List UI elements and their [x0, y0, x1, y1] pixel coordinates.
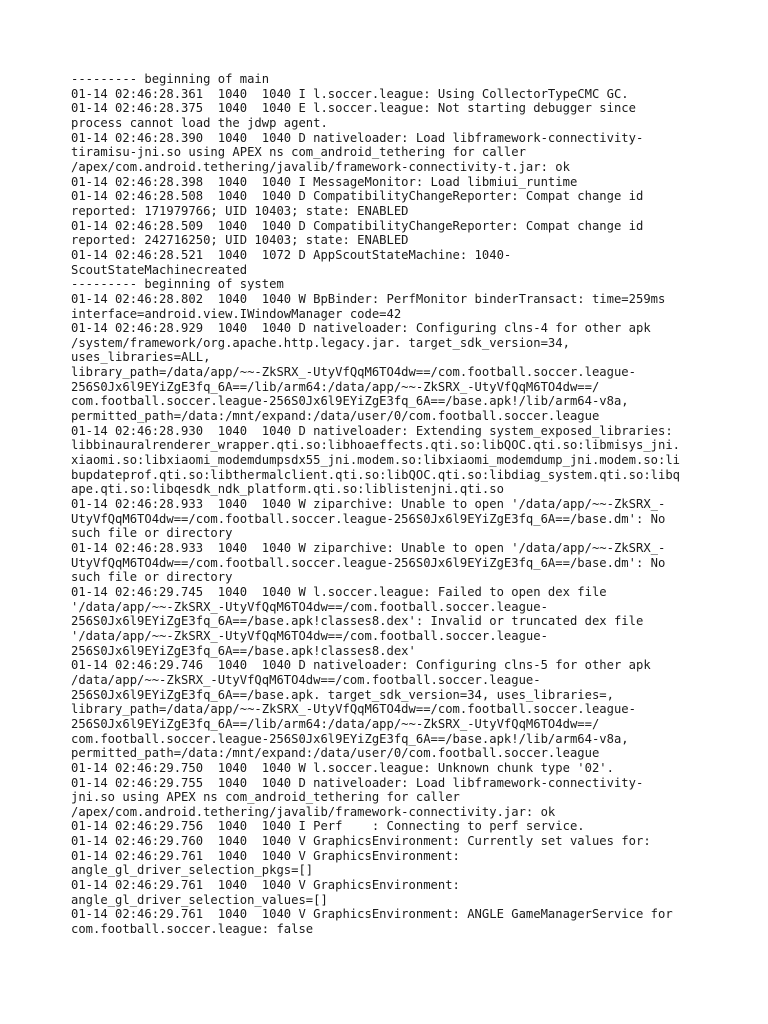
- log-line: 256S0Jx6l9EYiZgE3fq_6A==/base.apk. target_sdk_version=34, uses_libraries=,: [71, 687, 614, 702]
- log-line: jni.so using APEX ns com_android_tethering for caller: [71, 790, 460, 805]
- log-line: 01-14 02:46:29.746 1040 1040 D nativeloader: Configuring clns-5 for other apk: [71, 658, 651, 673]
- log-line: 01-14 02:46:29.756 1040 1040 I Perf : Connecting to perf service.: [71, 819, 585, 834]
- log-line: 01-14 02:46:29.750 1040 1040 W l.soccer.league: Unknown chunk type '02'.: [71, 760, 614, 775]
- log-line: UtyVfQqM6TO4dw==/com.football.soccer.league-256S0Jx6l9EYiZgE3fq_6A==/base.dm': No: [71, 511, 666, 526]
- log-line: '/data/app/~~-ZkSRX_-UtyVfQqM6TO4dw==/com.football.soccer.league-: [71, 599, 548, 614]
- log-line: 01-14 02:46:28.509 1040 1040 D CompatibilityChangeReporter: Compat change id: [71, 218, 644, 233]
- log-line: xiaomi.so:libxiaomi_modemdumpsdx55_jni.modem.so:libxiaomi_modemdump_jni.modem.so:li: [71, 453, 681, 468]
- log-line: 01-14 02:46:29.761 1040 1040 V GraphicsEnvironment:: [71, 848, 460, 863]
- log-line: 01-14 02:46:29.755 1040 1040 D nativeloader: Load libframework-connectivity-: [71, 775, 644, 790]
- log-line: 01-14 02:46:29.745 1040 1040 W l.soccer.league: Failed to open dex file: [71, 584, 607, 599]
- log-line: bupdateprof.qti.so:libthermalclient.qti.so:libQOC.qti.so:libdiag_system.qti.so:libq: [71, 467, 681, 482]
- log-line: --------- beginning of system: [71, 277, 284, 292]
- log-line: --------- beginning of main: [71, 72, 270, 86]
- log-line: 01-14 02:46:28.398 1040 1040 I MessageMonitor: Load libmiui_runtime: [71, 174, 578, 189]
- log-line: angle_gl_driver_selection_values=[]: [71, 892, 328, 907]
- log-line: reported: 242716250; UID 10403; state: ENABLED: [71, 233, 409, 248]
- log-line: library_path=/data/app/~~-ZkSRX_-UtyVfQqM6TO4dw==/com.football.soccer.league-: [71, 365, 636, 380]
- log-line: com.football.soccer.league: false: [71, 922, 314, 937]
- log-line: 01-14 02:46:29.761 1040 1040 V GraphicsEnvironment: ANGLE GameManagerService for: [71, 907, 673, 922]
- log-line: 256S0Jx6l9EYiZgE3fq_6A==/base.apk!classes8.dex': [71, 643, 416, 658]
- log-line: interface=android.view.IWindowManager code=42: [71, 306, 402, 321]
- log-text: [71, 72, 711, 937]
- log-line: reported: 171979766; UID 10403; state: ENABLED: [71, 203, 409, 218]
- log-line: com.football.soccer.league-256S0Jx6l9EYiZgE3fq_6A==/base.apk!/lib/arm64-v8a,: [71, 731, 629, 746]
- log-line: 01-14 02:46:28.933 1040 1040 W ziparchive: Unable to open '/data/app/~~-ZkSRX_-: [71, 497, 666, 512]
- log-line: /apex/com.android.tethering/javalib/framework-connectivity.jar: ok: [71, 804, 556, 819]
- log-line: 01-14 02:46:28.521 1040 1072 D AppScoutStateMachine: 1040-: [71, 247, 512, 262]
- log-line: tiramisu-jni.so using APEX ns com_android_tethering for caller: [71, 145, 526, 160]
- log-line: 01-14 02:46:28.930 1040 1040 D nativeloader: Extending system_exposed_libraries:: [71, 423, 673, 438]
- log-line: 256S0Jx6l9EYiZgE3fq_6A==/lib/arm64:/data/app/~~-ZkSRX_-UtyVfQqM6TO4dw==/: [71, 716, 600, 731]
- log-line: com.football.soccer.league-256S0Jx6l9EYiZgE3fq_6A==/base.apk!/lib/arm64-v8a,: [71, 394, 629, 409]
- log-line: such file or directory: [71, 570, 233, 585]
- log-line: /data/app/~~-ZkSRX_-UtyVfQqM6TO4dw==/com.football.soccer.league-: [71, 672, 541, 687]
- log-line: 01-14 02:46:28.361 1040 1040 I l.soccer.league: Using CollectorTypeCMC GC.: [71, 86, 629, 101]
- log-line: '/data/app/~~-ZkSRX_-UtyVfQqM6TO4dw==/com.football.soccer.league-: [71, 628, 548, 643]
- log-line: process cannot load the jdwp agent.: [71, 115, 328, 130]
- log-line: 256S0Jx6l9EYiZgE3fq_6A==/lib/arm64:/data/app/~~-ZkSRX_-UtyVfQqM6TO4dw==/: [71, 379, 600, 394]
- log-line: such file or directory: [71, 526, 233, 541]
- log-line: permitted_path=/data:/mnt/expand:/data/user/0/com.football.soccer.league: [71, 409, 600, 424]
- log-line: ape.qti.so:libqesdk_ndk_platform.qti.so:liblistenjni.qti.so: [71, 482, 504, 497]
- log-line: 01-14 02:46:29.760 1040 1040 V GraphicsEnvironment: Currently set values for:: [71, 834, 651, 849]
- log-line: /system/framework/org.apache.http.legacy.jar. target_sdk_version=34,: [71, 335, 570, 350]
- log-line: permitted_path=/data:/mnt/expand:/data/user/0/com.football.soccer.league: [71, 746, 600, 761]
- log-line: 01-14 02:46:28.508 1040 1040 D CompatibilityChangeReporter: Compat change id: [71, 189, 644, 204]
- log-line: UtyVfQqM6TO4dw==/com.football.soccer.league-256S0Jx6l9EYiZgE3fq_6A==/base.dm': No: [71, 555, 666, 570]
- log-line: /apex/com.android.tethering/javalib/framework-connectivity-t.jar: ok: [71, 159, 570, 174]
- log-line: 256S0Jx6l9EYiZgE3fq_6A==/base.apk!classes8.dex': Invalid or truncated dex file: [71, 614, 644, 629]
- log-line: 01-14 02:46:28.802 1040 1040 W BpBinder: PerfMonitor binderTransact: time=259ms: [71, 291, 666, 306]
- log-line: 01-14 02:46:28.390 1040 1040 D nativeloader: Load libframework-connectivity-: [71, 130, 644, 145]
- log-line: 01-14 02:46:28.933 1040 1040 W ziparchive: Unable to open '/data/app/~~-ZkSRX_-: [71, 541, 666, 555]
- log-line: libbinauralrenderer_wrapper.qti.so:libhoaeffects.qti.so:libQOC.qti.so:libmisys_jni.: [71, 438, 681, 453]
- log-line: ScoutStateMachinecreated: [71, 262, 248, 277]
- log-line: 01-14 02:46:28.375 1040 1040 E l.soccer.league: Not starting debugger since: [71, 101, 636, 116]
- log-line: 01-14 02:46:28.929 1040 1040 D nativeloader: Configuring clns-4 for other apk: [71, 321, 651, 336]
- log-line: library_path=/data/app/~~-ZkSRX_-UtyVfQqM6TO4dw==/com.football.soccer.league-: [71, 702, 636, 717]
- log-line: angle_gl_driver_selection_pkgs=[]: [71, 863, 314, 878]
- log-line: 01-14 02:46:29.761 1040 1040 V GraphicsEnvironment:: [71, 878, 460, 893]
- log-line: uses_libraries=ALL,: [71, 350, 211, 365]
